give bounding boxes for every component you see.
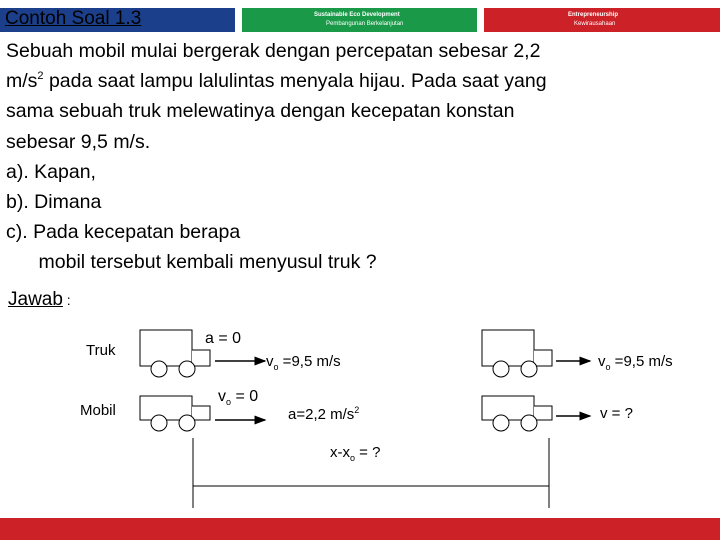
problem-line-7: c). Pada kecepatan berapa: [6, 221, 241, 244]
banner-mid-line1: Sustainable Eco Development: [314, 12, 400, 18]
banner-right-line2: Kewirausahaan: [574, 21, 616, 27]
car-label: Mobil: [80, 402, 116, 419]
car-acceleration-label: [288, 405, 359, 423]
banner-right-line1: Entrepreneurship: [568, 12, 619, 18]
car-end-velocity-label: v = ?: [600, 405, 633, 422]
truck-acceleration-label: a = 0: [205, 330, 242, 347]
problem-line-4: sebesar 9,5 m/s.: [6, 130, 151, 153]
truck-end-icon: [482, 330, 552, 377]
truck-start-icon: [140, 330, 210, 377]
answer-label: Jawab: [8, 289, 63, 310]
car-acceleration-exponent: 2: [354, 405, 360, 415]
truck-start-velocity-label: [266, 353, 341, 372]
distance-subscript: o: [350, 453, 356, 463]
truck-end-velocity-value: =9,5 m/s: [610, 353, 673, 370]
truck-label: Truk: [86, 342, 116, 359]
bottom-bar: [0, 518, 720, 540]
truck-start-velocity-subscript: o: [273, 362, 279, 372]
problem-line-2-post: pada saat lampu lalulintas menyala hijau. Pada saat yang: [43, 70, 547, 93]
banner-mid-line2: Pembangunan Berkelanjutan: [326, 21, 404, 27]
car-initial-velocity-value: = 0: [231, 388, 259, 405]
truck-start-velocity-symbol: v: [266, 353, 274, 370]
truck-end-velocity-subscript: o: [605, 362, 611, 372]
truck-start-velocity-value: =9,5 m/s: [278, 353, 341, 370]
car-initial-velocity-subscript: o: [226, 397, 232, 408]
distance-label: [330, 444, 380, 463]
problem-line-2-exponent: 2: [37, 70, 44, 83]
problem-line-8: mobil tersebut kembali menyusul truk ?: [6, 251, 377, 274]
problem-line-1: Sebuah mobil mulai bergerak dengan percepatan sebesar 2,2: [6, 40, 541, 62]
truck-end-velocity-symbol: v: [598, 353, 606, 370]
car-initial-velocity-symbol: v: [218, 388, 226, 405]
answer-colon: :: [62, 292, 71, 308]
slide-title: Contoh Soal 1.3: [5, 8, 142, 29]
problem-line-2-pre: m/s: [6, 70, 38, 93]
car-start-icon: [140, 396, 210, 431]
distance-symbol: x-x: [330, 444, 350, 461]
problem-line-5: a). Kapan,: [6, 160, 96, 183]
car-acceleration-value: a=2,2 m/s: [288, 406, 355, 423]
car-initial-velocity-label: [218, 388, 258, 407]
problem-line-6: b). Dimana: [6, 191, 102, 214]
distance-value: = ?: [355, 444, 381, 461]
problem-line-3: sama sebuah truk melewatinya dengan kecepatan konstan: [6, 100, 515, 123]
truck-end-velocity-label: [598, 353, 673, 372]
car-end-icon: [482, 396, 552, 431]
